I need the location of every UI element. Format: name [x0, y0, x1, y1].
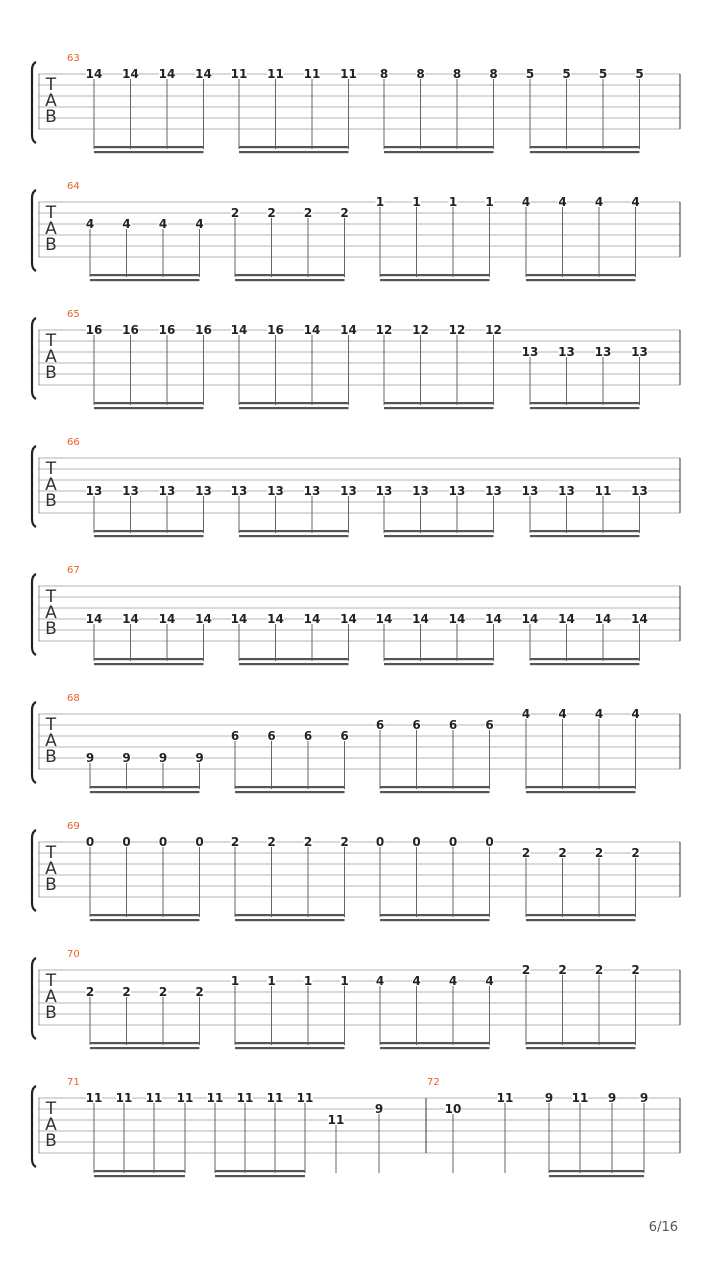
fret-number: 13: [521, 345, 539, 359]
beam-secondary: [94, 663, 204, 665]
tab-system: [32, 949, 680, 1049]
beam-secondary: [530, 535, 640, 537]
fret-number: 4: [594, 195, 604, 209]
beam-secondary: [239, 663, 349, 665]
measure-number: 65: [67, 309, 80, 320]
fret-number: 13: [85, 484, 103, 498]
measure-number: 64: [67, 181, 80, 192]
fret-number: 14: [485, 612, 502, 626]
fret-number: 0: [195, 835, 204, 849]
fret-number: 5: [525, 67, 535, 81]
fret-number: 0: [375, 835, 385, 849]
fret-number: 1: [230, 974, 240, 988]
tab-system: [32, 53, 680, 153]
fret-number: 4: [558, 195, 567, 209]
fret-number: 13: [303, 484, 321, 498]
fret-number: 13: [195, 484, 212, 498]
tab-clef-letter: T: [45, 843, 57, 863]
tab-system: [32, 565, 680, 665]
fret-number: 2: [195, 985, 204, 999]
fret-number: 13: [631, 345, 648, 359]
fret-number: 2: [267, 206, 276, 220]
fret-number: 4: [85, 217, 95, 231]
fret-number: 11: [230, 67, 248, 81]
fret-number: 1: [267, 974, 276, 988]
fret-number: 2: [558, 846, 567, 860]
fret-number: 14: [230, 612, 248, 626]
tab-clef-letter: A: [45, 347, 57, 367]
tab-clef-letter: A: [45, 603, 57, 623]
fret-number: 11: [266, 1091, 284, 1105]
measure-number: 63: [67, 53, 80, 64]
beam-secondary: [384, 151, 494, 153]
beam-secondary: [549, 1175, 644, 1177]
fret-number: 4: [631, 707, 640, 721]
measure-number: 68: [67, 693, 80, 704]
system-bracket: [32, 62, 36, 143]
fret-number: 2: [230, 835, 240, 849]
beam-primary: [90, 1042, 200, 1044]
fret-number: 9: [122, 751, 131, 765]
fret-number: 11: [340, 67, 357, 81]
fret-number: 0: [485, 835, 494, 849]
fret-number: 11: [594, 484, 612, 498]
fret-number: 5: [598, 67, 608, 81]
fret-number: 11: [571, 1091, 589, 1105]
beam-secondary: [94, 1175, 185, 1177]
beam-secondary: [530, 151, 640, 153]
fret-number: 16: [122, 323, 139, 337]
beam-primary: [239, 530, 349, 532]
system-bracket: [32, 190, 36, 271]
beam-primary: [526, 914, 636, 916]
fret-number: 4: [195, 217, 204, 231]
tab-system: [32, 693, 680, 793]
fret-number: 4: [594, 707, 604, 721]
beam-secondary: [94, 151, 204, 153]
beam-primary: [549, 1170, 644, 1172]
fret-number: 14: [594, 612, 612, 626]
beam-secondary: [90, 279, 200, 281]
fret-number: 4: [448, 974, 458, 988]
fret-number: 16: [267, 323, 284, 337]
fret-number: 13: [267, 484, 284, 498]
fret-number: 14: [195, 612, 212, 626]
fret-number: 14: [267, 612, 284, 626]
fret-number: 14: [340, 323, 357, 337]
fret-number: 4: [122, 217, 131, 231]
beam-primary: [530, 402, 640, 404]
tab-clef-letter: B: [45, 747, 57, 767]
fret-number: 13: [340, 484, 357, 498]
beam-secondary: [380, 919, 490, 921]
fret-number: 2: [85, 985, 95, 999]
tab-clef-letter: B: [45, 875, 57, 895]
fret-number: 6: [448, 718, 458, 732]
tab-clef-letter: A: [45, 731, 57, 751]
tab-clef-letter: A: [45, 91, 57, 111]
beam-secondary: [526, 791, 636, 793]
fret-number: 9: [639, 1091, 649, 1105]
beam-primary: [380, 274, 490, 276]
beam-primary: [90, 274, 200, 276]
fret-number: 13: [448, 484, 466, 498]
beam-primary: [526, 786, 636, 788]
fret-number: 11: [296, 1091, 314, 1105]
fret-number: 4: [485, 974, 494, 988]
fret-number: 14: [303, 612, 321, 626]
beam-secondary: [380, 1047, 490, 1049]
system-bracket: [32, 574, 36, 655]
fret-number: 11: [327, 1113, 345, 1127]
fret-number: 2: [122, 985, 131, 999]
fret-number: 14: [340, 612, 357, 626]
fret-number: 13: [631, 484, 648, 498]
tab-clef-letter: A: [45, 1115, 57, 1135]
beam-secondary: [384, 535, 494, 537]
tab-clef-letter: B: [45, 491, 57, 511]
beam-primary: [384, 530, 494, 532]
fret-number: 13: [594, 345, 612, 359]
fret-number: 0: [85, 835, 95, 849]
beam-primary: [239, 658, 349, 660]
fret-number: 6: [485, 718, 494, 732]
fret-number: 9: [195, 751, 204, 765]
beam-primary: [94, 1170, 185, 1172]
fret-number: 2: [303, 206, 313, 220]
fret-number: 14: [122, 67, 139, 81]
measure-number: 69: [67, 821, 80, 832]
fret-number: 14: [158, 612, 176, 626]
beam-secondary: [235, 791, 345, 793]
fret-number: 14: [521, 612, 539, 626]
beam-secondary: [215, 1175, 305, 1177]
tab-system: [32, 437, 680, 537]
fret-number: 13: [122, 484, 139, 498]
beam-secondary: [235, 279, 345, 281]
tab-clef-letter: B: [45, 363, 57, 383]
fret-number: 1: [375, 195, 385, 209]
fret-number: 2: [558, 963, 567, 977]
tab-clef-letter: T: [45, 203, 57, 223]
fret-number: 14: [375, 612, 393, 626]
fret-number: 6: [267, 729, 276, 743]
fret-number: 8: [379, 67, 389, 81]
beam-primary: [380, 786, 490, 788]
fret-number: 8: [452, 67, 462, 81]
system-bracket: [32, 830, 36, 911]
fret-number: 2: [340, 835, 349, 849]
tab-clef-letter: A: [45, 987, 57, 1007]
fret-number: 2: [303, 835, 313, 849]
fret-number: 11: [115, 1091, 133, 1105]
beam-secondary: [90, 1047, 200, 1049]
fret-number: 11: [496, 1091, 514, 1105]
fret-number: 12: [412, 323, 429, 337]
fret-number: 0: [448, 835, 458, 849]
fret-number: 6: [340, 729, 349, 743]
system-bracket: [32, 446, 36, 527]
beam-secondary: [239, 535, 349, 537]
fret-number: 12: [485, 323, 502, 337]
tab-clef-letter: A: [45, 219, 57, 239]
fret-number: 14: [412, 612, 429, 626]
tab-clef-letter: T: [45, 971, 57, 991]
measure-number: 71: [67, 1077, 80, 1088]
fret-number: 4: [158, 217, 168, 231]
beam-primary: [90, 786, 200, 788]
fret-number: 14: [195, 67, 212, 81]
fret-number: 9: [607, 1091, 617, 1105]
beam-primary: [530, 146, 640, 148]
beam-secondary: [530, 663, 640, 665]
fret-number: 2: [267, 835, 276, 849]
fret-number: 9: [85, 751, 95, 765]
beam-secondary: [239, 151, 349, 153]
beam-primary: [530, 658, 640, 660]
fret-number: 14: [85, 612, 103, 626]
fret-number: 14: [303, 323, 321, 337]
fret-number: 9: [158, 751, 168, 765]
fret-number: 2: [158, 985, 168, 999]
fret-number: 13: [412, 484, 429, 498]
beam-primary: [530, 530, 640, 532]
beam-primary: [235, 914, 345, 916]
measure-number: 67: [67, 565, 80, 576]
page-number: 6/16: [648, 1220, 678, 1235]
tab-clef-letter: B: [45, 619, 57, 639]
fret-number: 11: [267, 67, 284, 81]
fret-number: 4: [558, 707, 567, 721]
fret-number: 2: [631, 963, 640, 977]
beam-secondary: [526, 279, 636, 281]
tab-system: [32, 821, 680, 921]
fret-number: 2: [594, 846, 604, 860]
fret-number: 4: [375, 974, 385, 988]
fret-number: 4: [521, 707, 531, 721]
tab-clef-letter: B: [45, 107, 57, 127]
fret-number: 6: [230, 729, 240, 743]
fret-number: 13: [375, 484, 393, 498]
beam-primary: [235, 786, 345, 788]
measure-number: 72: [427, 1077, 440, 1088]
fret-number: 13: [230, 484, 248, 498]
fret-number: 5: [635, 67, 644, 81]
tab-clef-letter: T: [45, 459, 57, 479]
beam-primary: [526, 1042, 636, 1044]
fret-number: 14: [158, 67, 176, 81]
beam-secondary: [239, 407, 349, 409]
beam-primary: [94, 530, 204, 532]
fret-number: 11: [145, 1091, 163, 1105]
beam-primary: [235, 274, 345, 276]
beam-secondary: [90, 791, 200, 793]
fret-number: 11: [206, 1091, 224, 1105]
beam-secondary: [380, 279, 490, 281]
tab-clef-letter: B: [45, 235, 57, 255]
fret-number: 11: [303, 67, 321, 81]
fret-number: 11: [85, 1091, 103, 1105]
fret-number: 1: [412, 195, 421, 209]
fret-number: 14: [448, 612, 466, 626]
fret-number: 9: [374, 1102, 384, 1116]
fret-number: 1: [485, 195, 494, 209]
fret-number: 14: [230, 323, 248, 337]
fret-number: 12: [448, 323, 466, 337]
beam-primary: [380, 914, 490, 916]
beam-primary: [215, 1170, 305, 1172]
fret-number: 0: [412, 835, 421, 849]
tab-clef-letter: T: [45, 331, 57, 351]
tab-system: [32, 181, 680, 281]
tab-clef-letter: T: [45, 715, 57, 735]
beam-secondary: [90, 919, 200, 921]
fret-number: 13: [521, 484, 539, 498]
beam-secondary: [526, 1047, 636, 1049]
tab-clef-letter: T: [45, 75, 57, 95]
beam-primary: [94, 146, 204, 148]
system-bracket: [32, 318, 36, 399]
fret-number: 13: [485, 484, 502, 498]
beam-primary: [94, 658, 204, 660]
tab-clef-letter: T: [45, 1099, 57, 1119]
beam-secondary: [235, 919, 345, 921]
beam-primary: [384, 146, 494, 148]
beam-secondary: [235, 1047, 345, 1049]
fret-number: 11: [236, 1091, 254, 1105]
beam-primary: [235, 1042, 345, 1044]
measure-number: 70: [67, 949, 80, 960]
fret-number: 16: [158, 323, 176, 337]
beam-primary: [380, 1042, 490, 1044]
fret-number: 8: [416, 67, 425, 81]
beam-secondary: [94, 407, 204, 409]
beam-primary: [239, 146, 349, 148]
beam-primary: [90, 914, 200, 916]
fret-number: 6: [412, 718, 421, 732]
fret-number: 11: [176, 1091, 194, 1105]
fret-number: 16: [85, 323, 103, 337]
beam-secondary: [526, 919, 636, 921]
beam-secondary: [384, 663, 494, 665]
fret-number: 14: [558, 612, 575, 626]
fret-number: 6: [303, 729, 313, 743]
fret-number: 4: [521, 195, 531, 209]
fret-number: 13: [158, 484, 176, 498]
beam-secondary: [530, 407, 640, 409]
tab-system: [32, 1077, 680, 1177]
tab-system: [32, 309, 680, 409]
fret-number: 2: [521, 846, 531, 860]
fret-number: 10: [444, 1102, 462, 1116]
fret-number: 13: [558, 345, 575, 359]
fret-number: 16: [195, 323, 212, 337]
beam-primary: [384, 658, 494, 660]
beam-secondary: [384, 407, 494, 409]
beam-primary: [384, 402, 494, 404]
fret-number: 8: [489, 67, 498, 81]
tab-clef-letter: A: [45, 859, 57, 879]
fret-number: 13: [558, 484, 575, 498]
tab-clef-letter: B: [45, 1003, 57, 1023]
fret-number: 1: [303, 974, 313, 988]
tab-clef-letter: A: [45, 475, 57, 495]
fret-number: 2: [521, 963, 531, 977]
fret-number: 12: [375, 323, 393, 337]
fret-number: 0: [122, 835, 131, 849]
beam-primary: [239, 402, 349, 404]
beam-secondary: [94, 535, 204, 537]
fret-number: 5: [562, 67, 571, 81]
beam-primary: [94, 402, 204, 404]
tab-clef-letter: B: [45, 1131, 57, 1151]
measure-number: 66: [67, 437, 80, 448]
fret-number: 9: [544, 1091, 554, 1105]
fret-number: 4: [631, 195, 640, 209]
fret-number: 14: [122, 612, 139, 626]
fret-number: 1: [340, 974, 349, 988]
system-bracket: [32, 1086, 36, 1167]
tab-clef-letter: T: [45, 587, 57, 607]
fret-number: 14: [85, 67, 103, 81]
beam-secondary: [380, 791, 490, 793]
fret-number: 2: [340, 206, 349, 220]
beam-primary: [526, 274, 636, 276]
fret-number: 14: [631, 612, 648, 626]
fret-number: 2: [631, 846, 640, 860]
system-bracket: [32, 702, 36, 783]
system-bracket: [32, 958, 36, 1039]
fret-number: 1: [448, 195, 458, 209]
fret-number: 2: [230, 206, 240, 220]
fret-number: 6: [375, 718, 385, 732]
fret-number: 4: [412, 974, 421, 988]
fret-number: 0: [158, 835, 168, 849]
fret-number: 2: [594, 963, 604, 977]
